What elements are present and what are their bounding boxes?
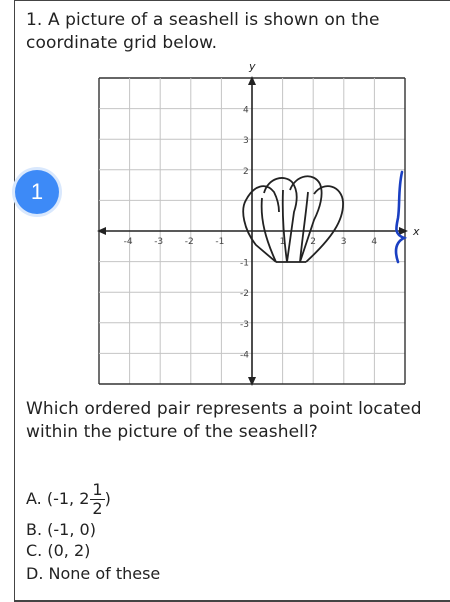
subquestion-line1: Which ordered pair represents a point located	[26, 399, 422, 419]
y-tick-label: 2	[243, 166, 249, 177]
y-tick-label: -2	[240, 289, 249, 300]
question-prompt-line2: coordinate grid below.	[26, 33, 218, 53]
step-badge-label: 1	[30, 179, 44, 204]
y-tick-label: -4	[240, 350, 249, 361]
option-c[interactable]: C. (0, 2)	[26, 541, 91, 560]
option-a-prefix: A. (-1, 2	[26, 489, 90, 508]
x-tick-label: 3	[340, 237, 347, 247]
x-tick-label: 1	[279, 237, 286, 247]
fraction-denominator: 2	[92, 499, 103, 518]
option-d[interactable]: D. None of these	[26, 564, 161, 583]
handwritten-bracket-annotation	[396, 172, 404, 262]
y-axis-label: y	[249, 60, 256, 73]
question-title	[26, 10, 380, 30]
coordinate-grid	[0, 60, 450, 390]
option-a[interactable]	[26, 481, 111, 518]
y-tick-label: -1	[240, 258, 249, 269]
x-tick-label: -3	[154, 237, 164, 247]
question-prompt-line1: A picture of a seashell is shown on the	[47, 10, 380, 30]
seashell-drawing	[243, 176, 343, 262]
x-tick-label: 2	[310, 237, 316, 247]
y-tick-label: 4	[243, 105, 249, 116]
option-a-fraction	[90, 481, 104, 518]
fraction-numerator: 1	[92, 480, 103, 499]
question-number: 1.	[26, 10, 43, 30]
seashell-lobe-1	[243, 186, 279, 262]
option-b[interactable]: B. (-1, 0)	[26, 520, 96, 539]
x-tick-label: -4	[123, 237, 133, 247]
x-tick-label: 4	[371, 237, 378, 247]
x-axis-right-arrow	[399, 227, 408, 235]
divider	[14, 600, 450, 602]
x-tick-label: -2	[184, 237, 194, 247]
x-axis-label: x	[413, 225, 420, 238]
y-tick-label: 3	[243, 136, 249, 147]
option-a-suffix: )	[104, 489, 111, 508]
y-tick-label: -3	[240, 319, 249, 330]
seashell-lobe-4	[306, 186, 343, 262]
tick-labels	[124, 106, 378, 361]
x-tick-label: -1	[215, 237, 225, 247]
seashell-lobe-2	[264, 178, 297, 262]
subquestion-line2: within the picture of the seashell?	[26, 422, 318, 442]
